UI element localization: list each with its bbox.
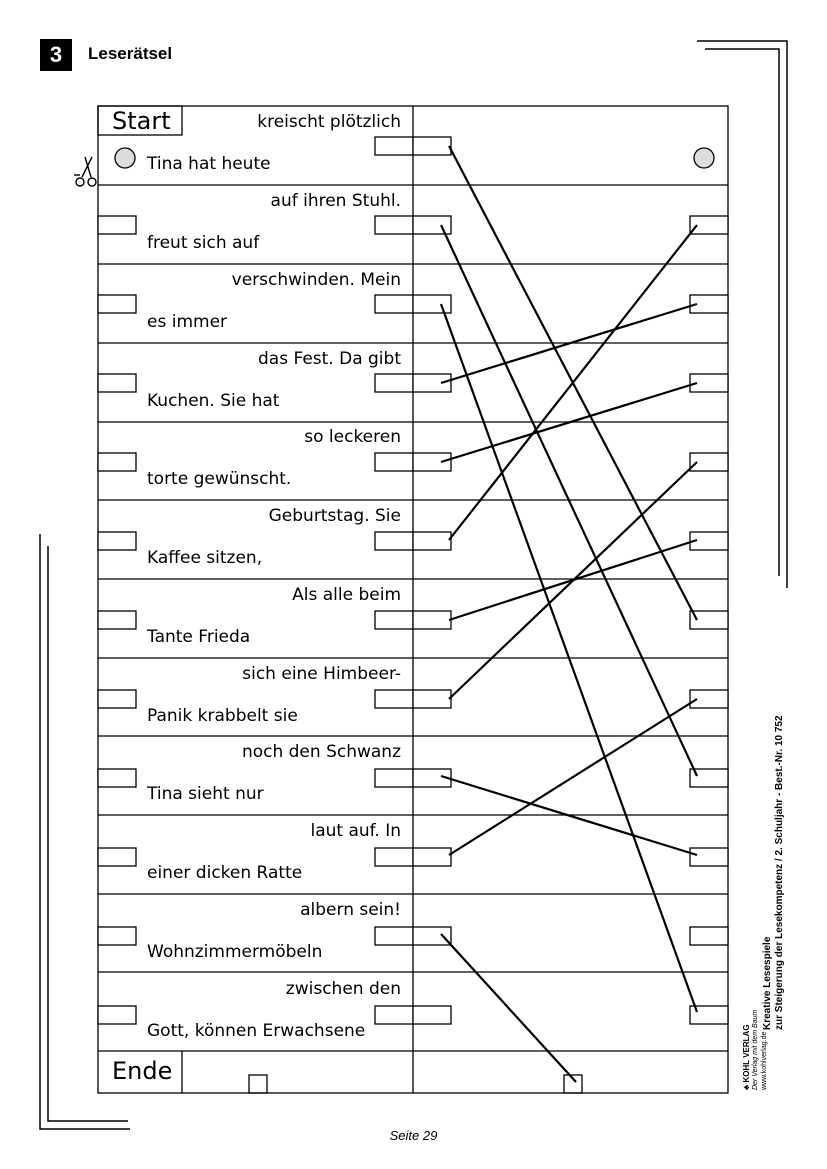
card-4-right-text: das Fest. Da gibt [258, 349, 401, 369]
slot-center-right-2 [413, 216, 451, 234]
slot-center-right-5 [413, 453, 451, 471]
card-9-right-text: noch den Schwanz [241, 742, 401, 762]
slot-center-left-2 [375, 216, 413, 234]
slot-center-right-1 [413, 137, 451, 155]
slot-center-right-12 [413, 1006, 451, 1024]
punch-hole-left [115, 148, 135, 168]
card-12-right-text: zwischen den [285, 979, 401, 999]
slot-center-left-3 [375, 295, 413, 313]
connector-line-10 [449, 699, 697, 855]
card-4-left-text: Kuchen. Sie hat [147, 391, 280, 411]
card-10-left-text: einer dicken Ratte [147, 863, 303, 883]
slot-right-edge-11 [690, 927, 728, 945]
slot-left-edge-3 [98, 295, 136, 313]
side-text-line-2: zur Steigerung der Lesekompetenz / 2. Schuljahr - Best.-Nr. 10 752 [774, 715, 785, 1030]
tree-icon: ♣ [742, 1084, 751, 1090]
slot-left-edge-12 [98, 1006, 136, 1024]
card-8-left-text: Panik krabbelt sie [147, 706, 298, 726]
slot-left-edge-2 [98, 216, 136, 234]
card-9-left-text: Tina sieht nur [147, 784, 264, 804]
start-label: Start [112, 107, 171, 135]
slot-left-edge-11 [98, 927, 136, 945]
card-8-right-text: sich eine Himbeer- [242, 664, 401, 684]
slot-center-right-8 [413, 690, 451, 708]
slot-center-right-11 [413, 927, 451, 945]
side-text-line-1: Kreative Lesespiele [762, 936, 773, 1030]
connector-line-8 [449, 462, 697, 699]
slot-right-edge-10 [690, 848, 728, 866]
slot-center-left-12 [375, 1006, 413, 1024]
slot-center-left-8 [375, 690, 413, 708]
connector-line-11 [441, 934, 576, 1082]
slot-right-edge-7 [690, 611, 728, 629]
card-2-right-text: auf ihren Stuhl. [270, 191, 401, 211]
card-5-left-text: torte gewünscht. [147, 469, 292, 489]
card-6-right-text: Geburtstag. Sie [268, 506, 401, 526]
card-6-left-text: Kaffee sitzen, [147, 548, 263, 568]
slot-center-left-4 [375, 374, 413, 392]
publisher-logo [742, 1009, 772, 1090]
slot-left-edge-8 [98, 690, 136, 708]
page-title: Leserätsel [88, 44, 173, 63]
slot-center-right-4 [413, 374, 451, 392]
end-slot-left [249, 1075, 267, 1093]
slot-left-edge-9 [98, 769, 136, 787]
card-11-right-text: albern sein! [300, 900, 401, 920]
slot-center-right-10 [413, 848, 451, 866]
publisher-name: KOHL VERLAG [742, 1024, 751, 1083]
slot-left-edge-7 [98, 611, 136, 629]
card-7-right-text: Als alle beim [292, 585, 401, 605]
card-3-left-text: es immer [147, 312, 228, 332]
slot-center-left-7 [375, 611, 413, 629]
slot-center-left-10 [375, 848, 413, 866]
slot-center-right-3 [413, 295, 451, 313]
card-11-left-text: Wohnzimmermöbeln [147, 942, 323, 962]
slot-center-right-6 [413, 532, 451, 550]
scissors-icon [72, 155, 98, 189]
slot-center-left-5 [375, 453, 413, 471]
publisher-url: www.kohlverlag.de [761, 1031, 768, 1090]
card-5-right-text: so leckeren [304, 427, 401, 447]
card-1-left-text: Tina hat heute [147, 154, 271, 174]
slot-left-edge-4 [98, 374, 136, 392]
slot-center-left-6 [375, 532, 413, 550]
page-number: Seite 29 [389, 1128, 438, 1143]
slot-center-left-1 [375, 137, 413, 155]
slot-left-edge-5 [98, 453, 136, 471]
card-10-right-text: laut auf. In [310, 821, 401, 841]
card-3-right-text: verschwinden. Mein [231, 270, 401, 290]
punch-hole-right [694, 148, 714, 168]
slot-center-right-7 [413, 611, 451, 629]
slot-left-edge-10 [98, 848, 136, 866]
card-12-left-text: Gott, können Erwachsene [147, 1021, 366, 1041]
card-7-left-text: Tante Frieda [147, 627, 251, 647]
card-2-left-text: freut sich auf [147, 233, 260, 253]
slot-center-left-11 [375, 927, 413, 945]
exercise-number: 3 [40, 39, 72, 71]
slot-center-left-9 [375, 769, 413, 787]
card-1-right-text: kreischt plötzlich [257, 112, 401, 132]
slot-left-edge-6 [98, 532, 136, 550]
publisher-slogan: Der Verlag mit dem Baum [752, 1009, 759, 1090]
end-label: Ende [112, 1057, 173, 1085]
connector-line-6 [449, 225, 697, 540]
